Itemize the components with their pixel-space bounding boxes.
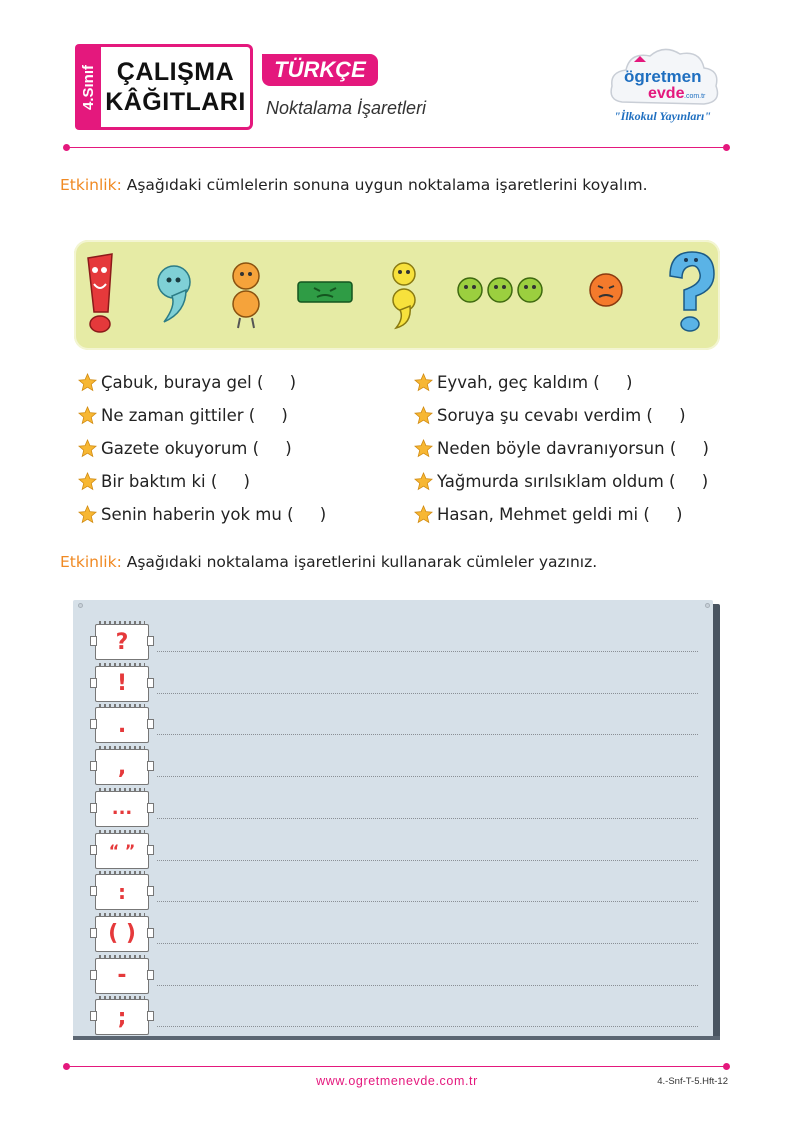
board-pin [705,603,710,608]
answer-blank[interactable]: ( ) [641,406,686,425]
question-mark-icon [670,252,714,331]
sentence-list-right [414,366,709,531]
answer-blank[interactable]: ( ) [243,406,288,425]
answer-blank[interactable]: ( ) [247,439,292,458]
writing-line[interactable] [157,818,698,819]
divider-dot-left [63,144,70,151]
answer-blank[interactable]: ( ) [663,472,709,491]
title-line-2: KÂĞITLARI [105,88,246,116]
punctuation-mark: - [117,963,127,989]
sentence-text: Gazete okuyorum [101,439,248,458]
punctuation-mark-box [95,749,149,785]
board-edge [713,604,720,1040]
sentence-text: Eyvah, geç kaldım [437,373,589,392]
punctuation-mark: ? [115,629,129,655]
star-icon [414,406,433,425]
divider-dot-left [63,1063,70,1070]
list-item [414,399,709,432]
divider-dot-right [723,144,730,151]
activity-2-text: Aşağıdaki noktalama işaretlerini kullanarak cümleler yazınız. [121,553,598,571]
box-tab [147,803,154,813]
writing-line[interactable] [157,651,698,652]
punctuation-mark: , [117,754,127,780]
punctuation-mark-box [95,916,149,952]
star-icon [414,472,433,491]
sentence-text: Ne zaman gittiler [101,406,244,425]
writing-line[interactable] [157,985,698,986]
box-tab [90,928,97,938]
colon-icon [233,263,259,328]
answer-blank[interactable]: ( ) [588,373,633,392]
answer-blank[interactable]: ( ) [251,373,297,392]
box-tab [147,719,154,729]
punctuation-mark: ( ) [108,921,136,947]
list-item [78,399,326,432]
punctuation-mark: . [117,712,127,738]
answer-blank[interactable]: ( ) [281,505,327,524]
star-icon [78,472,97,491]
answer-blank[interactable]: ( ) [205,472,250,491]
box-tab [147,970,154,980]
grade-label: 4.Sınıf [79,64,97,110]
activity-2-instruction [60,553,597,571]
box-tab [90,719,97,729]
footer-divider [66,1066,726,1067]
punctuation-characters-banner [74,240,720,350]
semicolon-icon [393,263,415,328]
writing-board [73,600,713,1040]
writing-line[interactable] [157,734,698,735]
list-item [414,366,709,399]
topic-title: Noktalama İşaretleri [266,98,427,118]
logo-brand: ögretmen [624,67,702,86]
star-icon [78,439,97,458]
punctuation-mark-box [95,958,149,994]
sentence-text: Soruya şu cevabı verdim [437,406,642,425]
sentence-text: Çabuk, buraya gel [101,373,252,392]
box-tab [147,886,154,896]
box-tab [90,886,97,896]
writing-line[interactable] [157,943,698,944]
box-tab [90,1011,97,1021]
list-item [414,465,709,498]
box-tab [90,845,97,855]
logo-brand2: evde [648,85,685,102]
dash-icon [298,282,352,302]
list-item [414,498,709,531]
header-divider [66,147,726,148]
punctuation-mark-box [95,999,149,1035]
publisher-logo [604,44,724,128]
box-tab [90,761,97,771]
activity-1-text: Aşağıdaki cümlelerin sonuna uygun noktalama işaretlerini koyalım. [121,176,648,194]
punctuation-mark-box [95,874,149,910]
title-line-1: ÇALIŞMA [116,58,235,86]
list-item [414,432,709,465]
box-tab [90,803,97,813]
box-tab [90,970,97,980]
box-tab [147,678,154,688]
exclamation-mark-icon [88,254,112,332]
star-icon [414,373,433,392]
activity-2-label: Etkinlik: [60,553,122,571]
subject-label: TÜRKÇE [274,57,366,82]
box-tab [147,761,154,771]
writing-line[interactable] [157,693,698,694]
list-item [78,432,326,465]
box-tab [147,636,154,646]
punctuation-mark-box [95,791,149,827]
box-tab [147,928,154,938]
punctuation-mark: ; [117,1004,127,1030]
divider-dot-right [723,1063,730,1070]
sentence-text: Neden böyle davranıyorsun [437,439,665,458]
logo-tagline: "İlkokul Yayınları" [614,109,712,123]
activity-1-instruction [60,176,648,194]
sentence-text: Hasan, Mehmet geldi mi [437,505,639,524]
sentence-text: Yağmurda sırılsıklam oldum [437,472,664,491]
punctuation-mark-box [95,624,149,660]
writing-line[interactable] [157,860,698,861]
punctuation-mark: “ ” [108,841,136,860]
activity-1-label: Etkinlik: [60,176,122,194]
star-icon [78,373,97,392]
star-icon [78,406,97,425]
box-tab [90,678,97,688]
page-code: 4.-Snf-T-5.Hft-12 [657,1076,728,1087]
star-icon [414,439,433,458]
ellipsis-icon [458,278,542,302]
list-item [78,498,326,531]
subject-badge [262,54,378,86]
website-link[interactable]: www.ogretmenevde.com.tr [316,1074,478,1088]
comma-icon [158,266,190,322]
punctuation-mark-box [95,833,149,869]
logo-domain: .com.tr [684,93,706,100]
punctuation-mark-box [95,707,149,743]
writing-line[interactable] [157,776,698,777]
sentence-text: Senin haberin yok mu [101,505,282,524]
sentence-list-left [78,366,326,531]
punctuation-mark-box [95,666,149,702]
writing-line[interactable] [157,901,698,902]
list-item [78,465,326,498]
box-tab [147,845,154,855]
sentence-text: Bir baktım ki [101,472,206,491]
box-tab [90,636,97,646]
writing-line[interactable] [157,1026,698,1027]
punctuation-mark: : [118,880,126,905]
grade-tab [75,44,101,130]
box-tab [147,1011,154,1021]
punctuation-mark: ... [111,798,133,820]
star-icon [78,505,97,524]
list-item [78,366,326,399]
answer-blank[interactable]: ( ) [638,505,683,524]
star-icon [414,505,433,524]
punctuation-mark: ! [116,671,128,697]
board-bottom-edge [73,1036,720,1040]
answer-blank[interactable]: ( ) [664,439,709,458]
board-pin [78,603,83,608]
period-icon [590,274,622,306]
worksheet-title [101,44,253,130]
